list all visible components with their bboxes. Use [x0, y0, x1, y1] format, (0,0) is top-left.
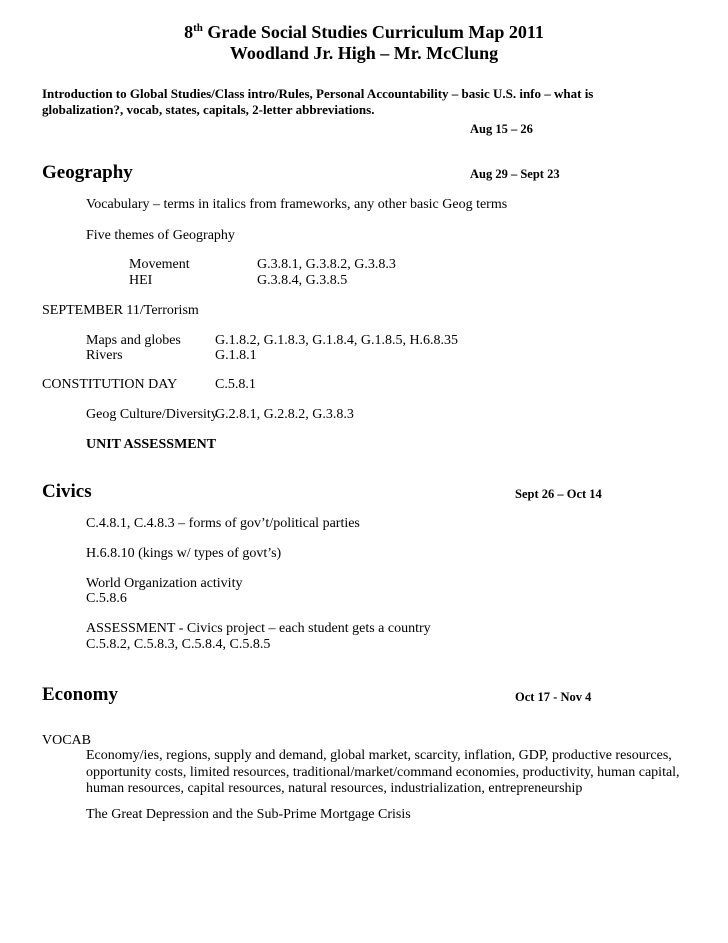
geography-vocabulary: Vocabulary – terms in italics from frameworks, any other basic Geog terms	[86, 197, 508, 212]
movement-label: Movement	[129, 257, 190, 272]
economy-vocab-text: Economy/ies, regions, supply and demand, global market, scarcity, inflation, GDP, productive resources, opportunity costs, limited resources, traditional/market/command economies, productivity, human capital, human resources, capital resources, natural resources, industrialization, entrepreneurship	[86, 748, 680, 796]
hei-label: HEI	[129, 273, 153, 288]
economy-vocab-label: VOCAB	[42, 733, 92, 748]
geography-heading: Geography	[42, 162, 133, 183]
civics-assessment: ASSESSMENT - Civics project – each student gets a country	[86, 621, 431, 636]
civics-heading: Civics	[42, 481, 92, 502]
economy-depression: The Great Depression and the Sub-Prime Mortgage Crisis	[86, 807, 411, 822]
rivers-label: Rivers	[86, 348, 123, 363]
constitution-codes: C.5.8.1	[215, 377, 256, 392]
title-superscript: th	[193, 22, 203, 34]
civics-kings: H.6.8.10 (kings w/ types of govt’s)	[86, 546, 282, 561]
economy-dates: Oct 17 - Nov 4	[515, 690, 592, 704]
maps-codes: G.1.8.2, G.1.8.3, G.1.8.4, G.1.8.5, H.6.8.35	[215, 333, 459, 348]
culture-label: Geog Culture/Diversity	[86, 407, 218, 422]
civics-dates: Sept 26 – Oct 14	[515, 487, 602, 501]
economy-heading: Economy	[42, 684, 118, 705]
culture-codes: G.2.8.1, G.2.8.2, G.3.8.3	[215, 407, 354, 422]
geography-assessment: UNIT ASSESSMENT	[86, 437, 217, 452]
world-org: World Organization activity	[86, 576, 243, 591]
constitution-label: CONSTITUTION DAY	[42, 377, 178, 392]
title-rest: Grade Social Studies Curriculum Map 2011	[202, 22, 544, 42]
maps-label: Maps and globes	[86, 333, 181, 348]
five-themes: Five themes of Geography	[86, 228, 235, 243]
page-subtitle: Woodland Jr. High – Mr. McClung	[229, 43, 499, 63]
civics-forms: C.4.8.1, C.4.8.3 – forms of gov’t/political parties	[86, 516, 360, 531]
rivers-codes: G.1.8.1	[215, 348, 257, 363]
movement-codes: G.3.8.1, G.3.8.2, G.3.8.3	[257, 257, 396, 272]
world-org-code: C.5.8.6	[86, 591, 127, 606]
geography-dates: Aug 29 – Sept 23	[470, 167, 560, 181]
intro-dates: Aug 15 – 26	[470, 122, 533, 136]
september-11: SEPTEMBER 11/Terrorism	[42, 303, 199, 318]
hei-codes: G.3.8.4, G.3.8.5	[257, 273, 348, 288]
civics-assessment-codes: C.5.8.2, C.5.8.3, C.5.8.4, C.5.8.5	[86, 637, 271, 652]
title-prefix: 8	[184, 22, 194, 42]
page-title	[0, 22, 728, 42]
intro-text: Introduction to Global Studies/Class intro/Rules, Personal Accountability – basic U.S. info – what is globalization?, vocab, states, capitals, 2-letter abbreviations.	[42, 86, 594, 117]
